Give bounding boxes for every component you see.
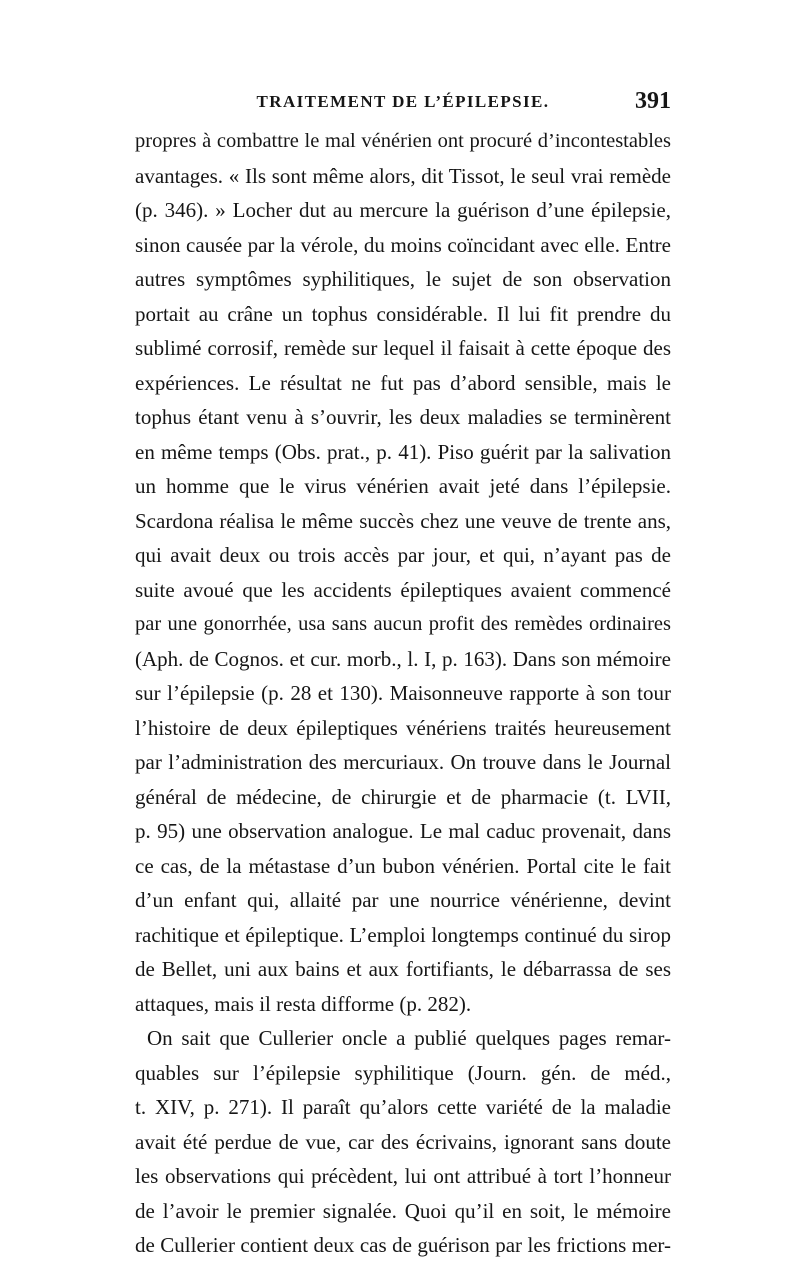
text-line: les observations qui précèdent, lui ont attribué à tort l’honneur — [135, 1164, 671, 1188]
text-line: ce cas, de la métastase d’un bubon vénérien. Portal cite le fait — [135, 853, 671, 878]
text-line: autres symptômes syphilitiques, le sujet de son observation — [135, 267, 671, 291]
text-line: portait au crâne un tophus considérable. Il lui fit prendre du — [135, 301, 671, 326]
text-line: suite avoué que les accidents épileptiques avaient commencé — [135, 577, 671, 602]
text-line: propres à combattre le mal vénérien ont procuré d’incontestables — [135, 130, 671, 152]
text-line: d’un enfant qui, allaité par une nourrice vénérienne, devint — [135, 888, 671, 912]
body-text — [135, 124, 671, 1263]
text-line: p. 95) une observation analogue. Le mal caduc provenait, dans — [135, 819, 671, 843]
text-line: sublimé corrosif, remède sur lequel il faisait à cette époque des — [135, 336, 671, 360]
text-line: en même temps (Obs. prat., p. 41). Piso guérit par la salivation — [135, 439, 671, 464]
text-line: rachitique et épileptique. L’emploi longtemps continué du sirop — [135, 922, 671, 947]
text-line: général de médecine, de chirurgie et de pharmacie (t. LVII, — [135, 784, 671, 809]
text-line: avait été perdue de vue, car des écrivains, ignorant sans doute — [135, 1129, 671, 1154]
text-line: de Cullerier contient deux cas de guérison par les frictions mer- — [135, 1233, 671, 1257]
text-line: un homme que le virus vénérien avait jeté dans l’épilepsie. — [135, 474, 671, 498]
page-number: 391 — [635, 88, 671, 114]
text-line: sur l’épilepsie (p. 28 et 130). Maisonneuve rapporte à son tour — [135, 681, 671, 705]
text-line: On sait que Cullerier oncle a publié quelques pages remar- — [147, 1026, 671, 1050]
text-line: par l’administration des mercuriaux. On trouve dans le Journal — [135, 750, 671, 774]
text-line: par une gonorrhée, usa sans aucun profit des remèdes ordinaires — [135, 613, 671, 635]
text-line: de l’avoir le premier signalée. Quoi qu’il en soit, le mémoire — [135, 1198, 671, 1223]
text-line: attaques, mais il resta difforme (p. 282). — [135, 991, 472, 1016]
text-line: quables sur l’épilepsie syphilitique (Journ. gén. de méd., — [135, 1060, 671, 1085]
text-line: sinon causée par la vérole, du moins coïncidant avec elle. Entre — [135, 232, 671, 257]
text-line: (p. 346). » Locher dut au mercure la guérison d’une épilepsie, — [135, 198, 671, 222]
text-line: de Bellet, uni aux bains et aux fortifiants, le débarrassa de ses — [135, 957, 671, 981]
text-line: avantages. « Ils sont même alors, dit Tissot, le seul vrai remède — [135, 163, 671, 188]
text-line: expériences. Le résultat ne fut pas d’abord sensible, mais le — [135, 370, 671, 395]
text-line: qui avait deux ou trois accès par jour, et qui, n’ayant pas de — [135, 543, 671, 567]
text-line: Scardona réalisa le même succès chez une veuve de trente ans, — [135, 508, 671, 533]
text-line: t. XIV, p. 271). Il paraît qu’alors cette variété de la maladie — [135, 1095, 671, 1119]
running-head — [135, 88, 671, 118]
text-line: tophus étant venu à s’ouvrir, les deux maladies se terminèrent — [135, 405, 671, 429]
text-line: (Aph. de Cognos. et cur. morb., l. I, p. 163). Dans son mémoire — [135, 646, 671, 671]
text-line: l’histoire de deux épileptiques vénériens traités heureusement — [135, 715, 671, 740]
running-title: TRAITEMENT DE L’ÉPILEPSIE. — [256, 92, 550, 111]
